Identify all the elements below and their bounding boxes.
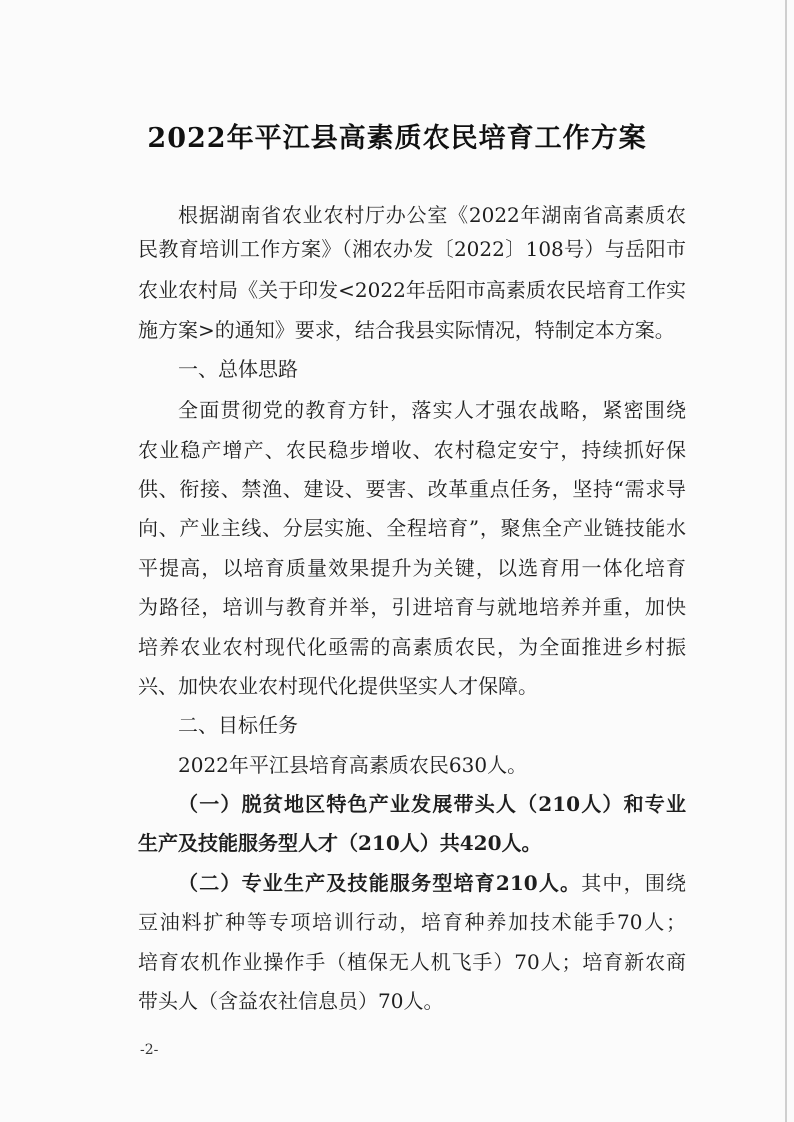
section1-heading: 一、总体思路 bbox=[178, 357, 298, 381]
target-line: 2022年平江县培育高素质农民630人。 bbox=[178, 753, 528, 777]
section2-heading: 二、目标任务 bbox=[178, 713, 298, 737]
section1-line-3: 供、衔接、禁渔、建设、要害、改革重点任务，坚持“需求导 bbox=[138, 477, 686, 501]
document-title: 2022年平江县高素质农民培育工作方案 bbox=[147, 123, 647, 154]
item2-line-4: 带头人（含益农社信息员）70人。 bbox=[138, 989, 444, 1013]
item2-line-2: 豆油料扩种等专项培训行动，培育种养加技术能手70人； bbox=[138, 910, 686, 934]
section1-line-6: 为路径，培训与教育并举，引进培育与就地培养并重，加快 bbox=[138, 595, 686, 619]
section1-line-8: 兴、加快农业农村现代化提供坚实人才保障。 bbox=[138, 674, 538, 698]
intro-line-3: 农业农村局《关于印发<2022年岳阳市高素质农民培育工作实 bbox=[138, 278, 686, 302]
item2-line-1-rest: 其中，围绕 bbox=[581, 871, 686, 895]
item1-line-1: （一）脱贫地区特色产业发展带头人（210人）和专业 bbox=[178, 792, 686, 816]
item1-line-2: 生产及技能服务型人才（210人）共420人。 bbox=[138, 831, 542, 855]
section1-line-7: 培养农业农村现代化亟需的高素质农民，为全面推进乡村振 bbox=[138, 635, 686, 659]
section1-line-1: 全面贯彻党的教育方针，落实人才强农战略，紧密围绕 bbox=[178, 398, 686, 422]
section1-line-4: 向、产业主线、分层实施、全程培育”，聚焦全产业链技能水 bbox=[138, 516, 686, 540]
page-number: -2- bbox=[140, 1042, 159, 1058]
intro-line-4: 施方案>的通知》要求，结合我县实际情况，特制定本方案。 bbox=[138, 318, 675, 342]
scan-edge-line bbox=[785, 0, 787, 1122]
item2-bold-heading: （二）专业生产及技能服务型培育210人。 bbox=[178, 871, 582, 895]
item2-line-3: 培育农机作业操作手（植保无人机飞手）70人；培育新农商 bbox=[138, 950, 686, 974]
intro-line-1: 根据湖南省农业农村厅办公室《2022年湖南省高素质农 bbox=[178, 203, 686, 227]
section1-line-2: 农业稳产增产、农民稳步增收、农村稳定安宁，持续抓好保 bbox=[138, 438, 686, 462]
intro-line-2: 民教育培训工作方案》（湘农办发〔2022〕108号）与岳阳市 bbox=[138, 237, 686, 261]
item2-line-1 bbox=[178, 866, 686, 900]
section1-line-5: 平提高，以培育质量效果提升为关键，以选育用一体化培育 bbox=[138, 556, 686, 580]
